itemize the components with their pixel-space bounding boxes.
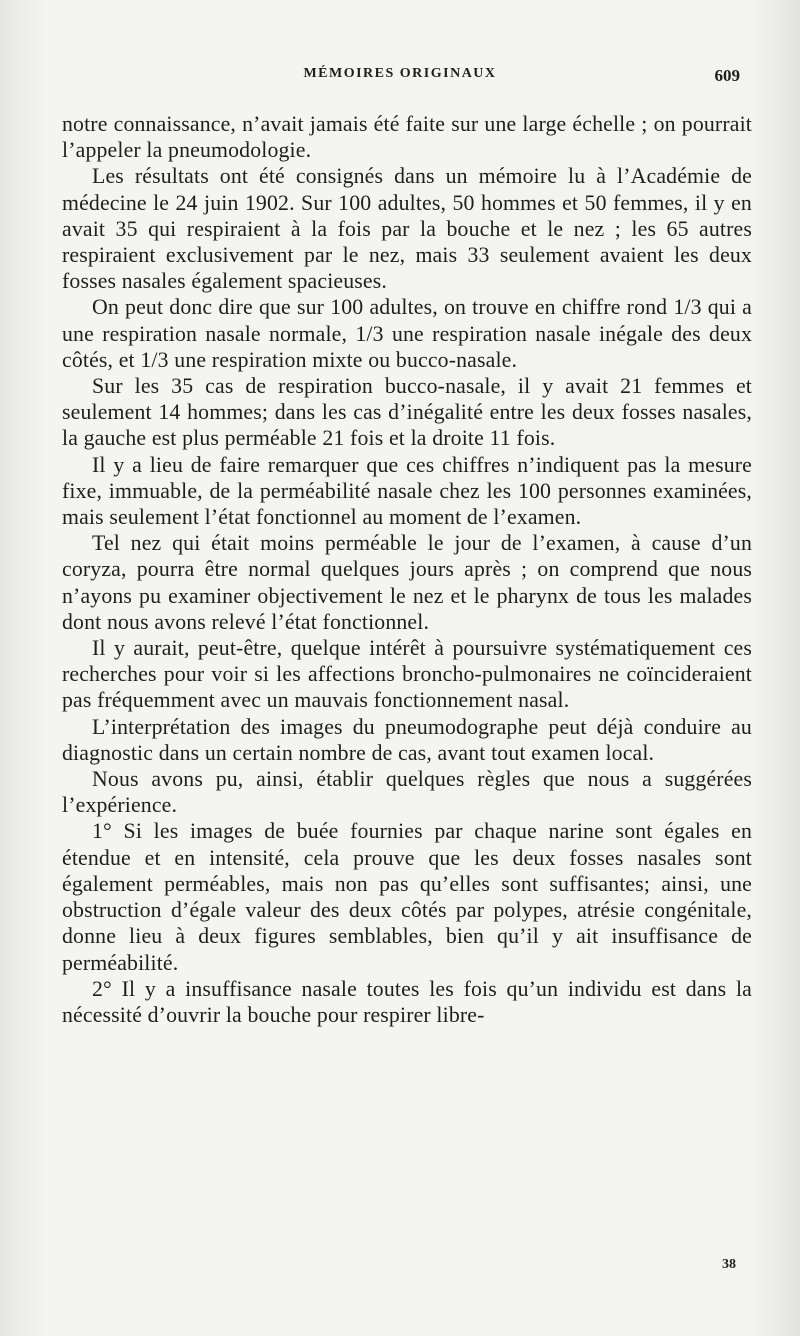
running-head: MÉMOIRES ORIGINAUX: [303, 66, 497, 81]
page-header: [60, 66, 740, 92]
paragraph-4: Sur les 35 cas de respiration bucco-nasale, il y avait 21 femmes et seulement 14 hommes; dans les cas d’inégalité entre les deux fosses nasales, la gauche est plus perméable 21 fois et la droite 11 fois.: [62, 374, 752, 451]
paragraph-5: Il y a lieu de faire remarquer que ces chiffres n’indiquent pas la mesure fixe, immuable, de la perméabilité nasale chez les 100 personnes examinées, mais seulement l’état fonctionnel au moment de l’examen.: [62, 452, 752, 530]
signature-mark: 38: [722, 1257, 736, 1272]
paragraph-3: On peut donc dire que sur 100 adultes, on trouve en chiffre rond 1/3 qui a une respiration nasale normale, 1/3 une respiration nasale inégale des deux côtés, et 1/3 une respiration mixte ou bucco-nasale.: [62, 295, 752, 372]
paragraph-8: L’interprétation des images du pneumodographe peut déjà conduire au diagnostic dans un certain nombre de cas, avant tout examen local.: [62, 714, 752, 765]
paragraph-10: 1° Si les images de buée fournies par chaque narine sont égales en étendue et en intensité, cela prouve que les deux fosses nasales sont également perméables, mais non pas qu’elles sont suffisantes; ainsi, une obstruction d’égale valeur des deux côtés par polypes, atrésie congénitale, donne lieu à deux figures semblables, bien qu’il y ait insuffisance de perméabilité.: [62, 819, 752, 975]
paragraph-9: Nous avons pu, ainsi, établir quelques règles que nous a suggérées l’expérience.: [62, 767, 752, 818]
paragraph-7: Il y aurait, peut-être, quelque intérêt à poursuivre systématiquement ces recherches pour voir si les affections broncho-pulmonaires ne coïncideraient pas fréquemment avec un mauvais fonctionnement nasal.: [62, 636, 752, 713]
page-number: 609: [714, 66, 740, 85]
paragraph-11: 2° Il y a insuffisance nasale toutes les fois qu’un individu est dans la nécessité d’ouvrir la bouche pour respirer libre-: [62, 976, 752, 1027]
body-text: [62, 111, 752, 1028]
paragraph-1: notre connaissance, n’avait jamais été faite sur une large échelle ; on pourrait l’appeler la pneumodologie.: [62, 112, 752, 163]
paragraph-2: Les résultats ont été consignés dans un mémoire lu à l’Académie de médecine le 24 juin 1902. Sur 100 adultes, 50 hommes et 50 femmes, il y en avait 35 qui respiraient à la fois par la bouche et le nez ; les 65 autres respiraient exclusivement par le nez, mais 33 seulement avaient les deux fosses nasales également spacieuses.: [62, 164, 752, 294]
paragraph-6: Tel nez qui était moins perméable le jour de l’examen, à cause d’un coryza, pourra être normal quelques jours après ; on comprend que nous n’ayons pu examiner objectivement le nez et le pharynx de tous les malades dont nous avons relevé l’état fonctionnel.: [62, 531, 752, 634]
